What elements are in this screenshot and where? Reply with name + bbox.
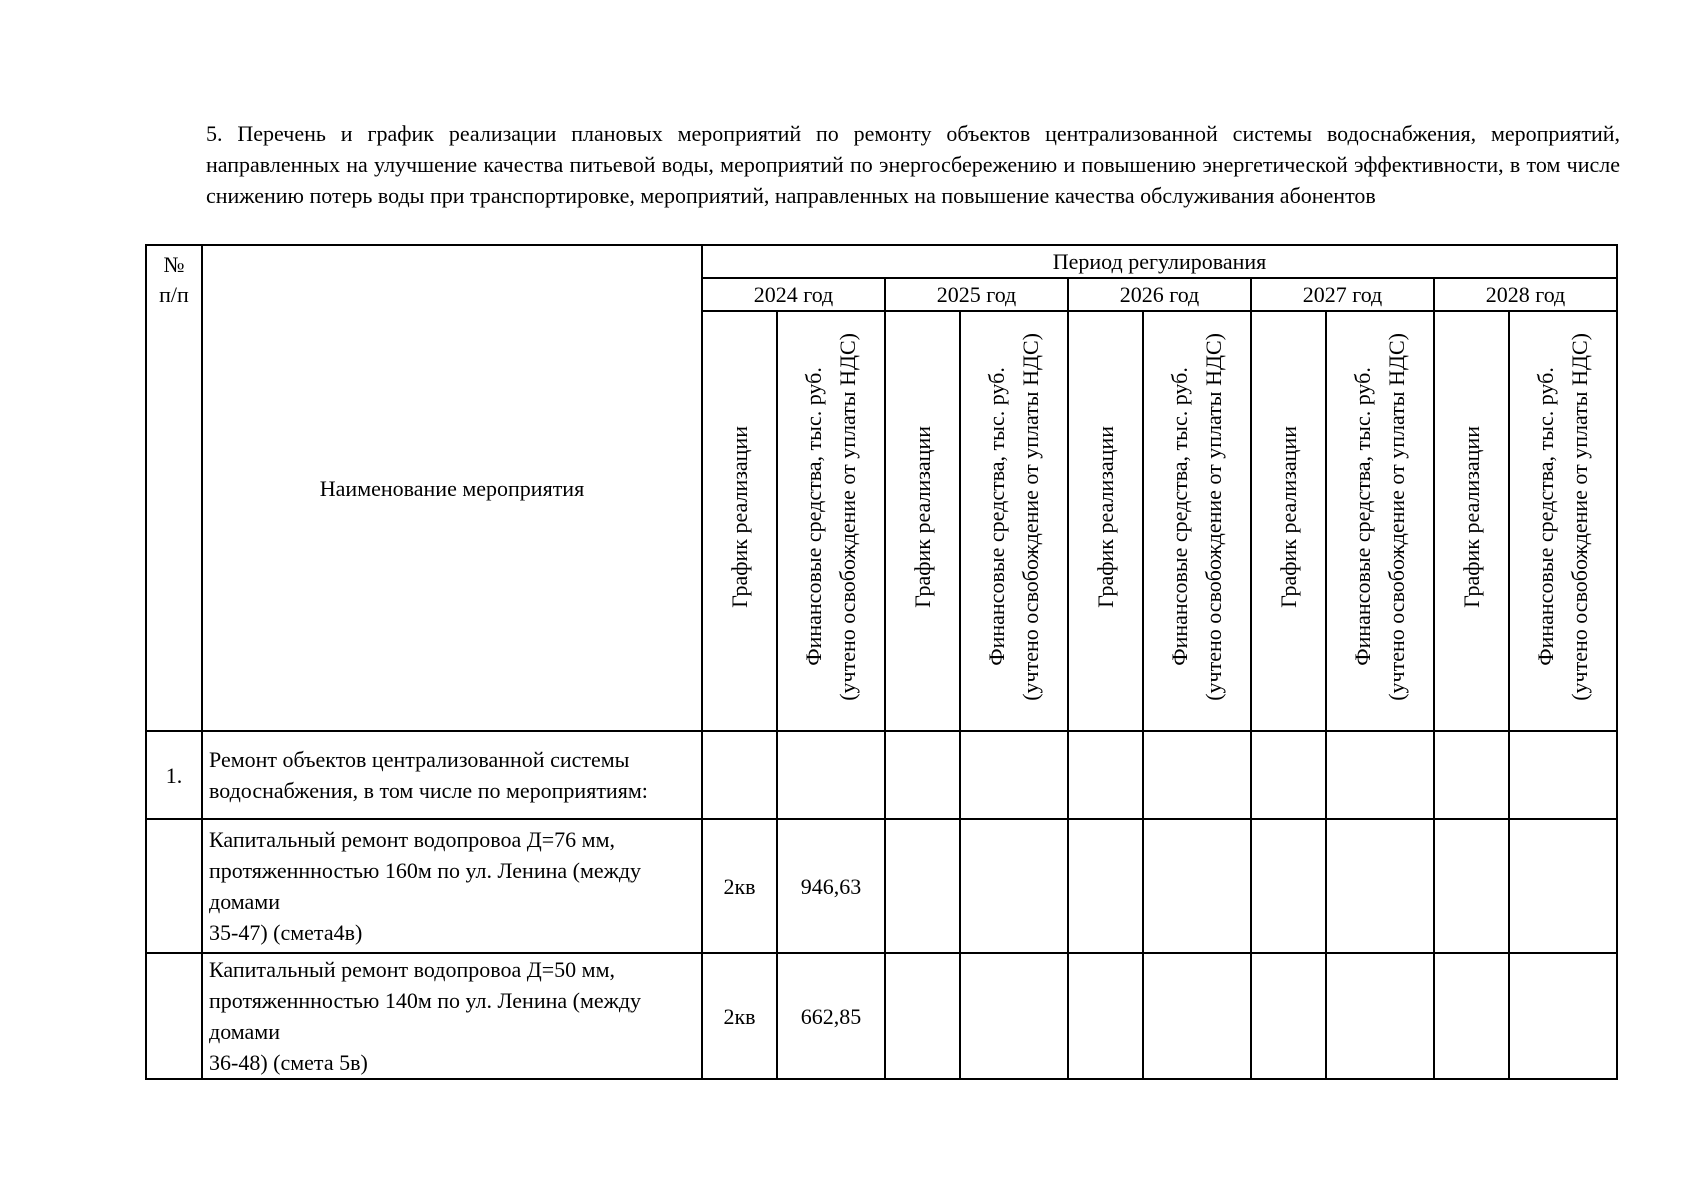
schedule-header-label: График реализации — [1275, 426, 1301, 608]
table-row — [146, 819, 1617, 953]
year-header-2025: 2025 год — [885, 278, 1068, 311]
finance-header-2025 — [960, 311, 1068, 731]
schedule-cell-2024: 2кв — [702, 953, 777, 1079]
finance-header-label — [980, 333, 1048, 701]
finance-header-line1: Финансовые средства, тыс. руб. — [1533, 367, 1558, 667]
finance-cell-2027 — [1326, 953, 1434, 1079]
activity-name-line: протяженнностью 160м по ул. Ленина (между — [209, 858, 642, 883]
finance-cell-2028 — [1509, 953, 1617, 1079]
finance-header-line2: (учтено освобождение от уплаты НДС) — [1018, 333, 1043, 701]
finance-header-label — [1163, 333, 1231, 701]
finance-header-label — [1529, 333, 1597, 701]
table-row — [146, 953, 1617, 1079]
finance-cell-2026 — [1143, 731, 1251, 819]
finance-header-2024 — [777, 311, 885, 731]
finance-header-2028 — [1509, 311, 1617, 731]
schedule-header-2027 — [1251, 311, 1326, 731]
finance-header-line2: (учтено освобождение от уплаты НДС) — [1384, 333, 1409, 701]
schedule-cell-2026 — [1068, 953, 1143, 1079]
finance-header-label — [797, 333, 865, 701]
row-number: 1. — [146, 731, 202, 819]
finance-header-line1: Финансовые средства, тыс. руб. — [984, 367, 1009, 667]
schedule-cell-2024 — [702, 731, 777, 819]
schedule-header-label: График реализации — [726, 426, 752, 608]
row-number — [146, 819, 202, 953]
schedule-header-2026 — [1068, 311, 1143, 731]
finance-cell-2027 — [1326, 819, 1434, 953]
schedule-header-2028 — [1434, 311, 1509, 731]
finance-cell-2025 — [960, 731, 1068, 819]
finance-cell-2027 — [1326, 731, 1434, 819]
schedule-cell-2025 — [885, 731, 960, 819]
row-number — [146, 953, 202, 1079]
schedule-cell-2024: 2кв — [702, 819, 777, 953]
finance-header-line2: (учтено освобождение от уплаты НДС) — [1201, 333, 1226, 701]
finance-header-line2: (учтено освобождение от уплаты НДС) — [835, 333, 860, 701]
year-header-2028: 2028 год — [1434, 278, 1617, 311]
activity-name — [202, 953, 702, 1079]
activity-name-line: домами — [209, 889, 281, 914]
header-row-period — [146, 245, 1617, 278]
finance-cell-2025 — [960, 953, 1068, 1079]
finance-cell-2026 — [1143, 819, 1251, 953]
finance-cell-2028 — [1509, 731, 1617, 819]
finance-cell-2025 — [960, 819, 1068, 953]
period-header: Период регулирования — [702, 245, 1617, 278]
num-header-symbol: № — [163, 252, 185, 277]
schedule-header-label: График реализации — [1092, 426, 1118, 608]
schedule-cell-2028 — [1434, 953, 1509, 1079]
schedule-cell-2028 — [1434, 731, 1509, 819]
schedule-cell-2028 — [1434, 819, 1509, 953]
schedule-cell-2025 — [885, 819, 960, 953]
activity-name-line: водоснабжения, в том числе по мероприятиям: — [209, 778, 648, 803]
schedule-header-2024 — [702, 311, 777, 731]
activity-name-line: Капитальный ремонт водопровоа Д=76 мм, — [209, 827, 615, 852]
year-header-2024: 2024 год — [702, 278, 885, 311]
section-heading: 5. Перечень и график реализации плановых мероприятий по ремонту объектов централизованной системы водоснабжения, мероприятий, направленных на улучшение качества питьевой воды, мероприятий по энергосбережению и повышению энергетической эффективности, в том числе снижению потерь воды при транспортировке, мероприятий, направленных на повышение качества обслуживания абонентов — [206, 121, 1620, 208]
schedule-cell-2026 — [1068, 731, 1143, 819]
activity-name-line: Ремонт объектов централизованной системы — [209, 747, 630, 772]
finance-header-line1: Финансовые средства, тыс. руб. — [1350, 367, 1375, 667]
activity-name-line: Капитальный ремонт водопровоа Д=50 мм, — [209, 957, 615, 982]
name-header: Наименование мероприятия — [202, 245, 702, 731]
schedule-cell-2027 — [1251, 731, 1326, 819]
finance-cell-2024: 946,63 — [777, 819, 885, 953]
year-header-2027: 2027 год — [1251, 278, 1434, 311]
activity-name — [202, 731, 702, 819]
finance-header-label — [1346, 333, 1414, 701]
activity-name-line: 36-48) (смета 5в) — [209, 1050, 368, 1075]
schedule-header-label: График реализации — [909, 426, 935, 608]
activities-table — [145, 244, 1618, 1080]
finance-header-line1: Финансовые средства, тыс. руб. — [1167, 367, 1192, 667]
schedule-header-label: График реализации — [1458, 426, 1484, 608]
finance-header-2026 — [1143, 311, 1251, 731]
schedule-cell-2027 — [1251, 819, 1326, 953]
schedule-cell-2026 — [1068, 819, 1143, 953]
schedule-cell-2027 — [1251, 953, 1326, 1079]
num-header — [146, 245, 202, 731]
schedule-header-2025 — [885, 311, 960, 731]
activity-name-line: протяженнностью 140м по ул. Ленина (между — [209, 988, 642, 1013]
finance-cell-2026 — [1143, 953, 1251, 1079]
finance-cell-2028 — [1509, 819, 1617, 953]
table-row — [146, 731, 1617, 819]
schedule-cell-2025 — [885, 953, 960, 1079]
finance-cell-2024 — [777, 731, 885, 819]
finance-header-2027 — [1326, 311, 1434, 731]
activity-name — [202, 819, 702, 953]
activity-name-line: 35-47) (смета4в) — [209, 920, 363, 945]
num-header-abbr: п/п — [159, 282, 189, 307]
finance-header-line1: Финансовые средства, тыс. руб. — [801, 367, 826, 667]
activity-name-line: домами — [209, 1019, 281, 1044]
finance-cell-2024: 662,85 — [777, 953, 885, 1079]
finance-header-line2: (учтено освобождение от уплаты НДС) — [1567, 333, 1592, 701]
year-header-2026: 2026 год — [1068, 278, 1251, 311]
